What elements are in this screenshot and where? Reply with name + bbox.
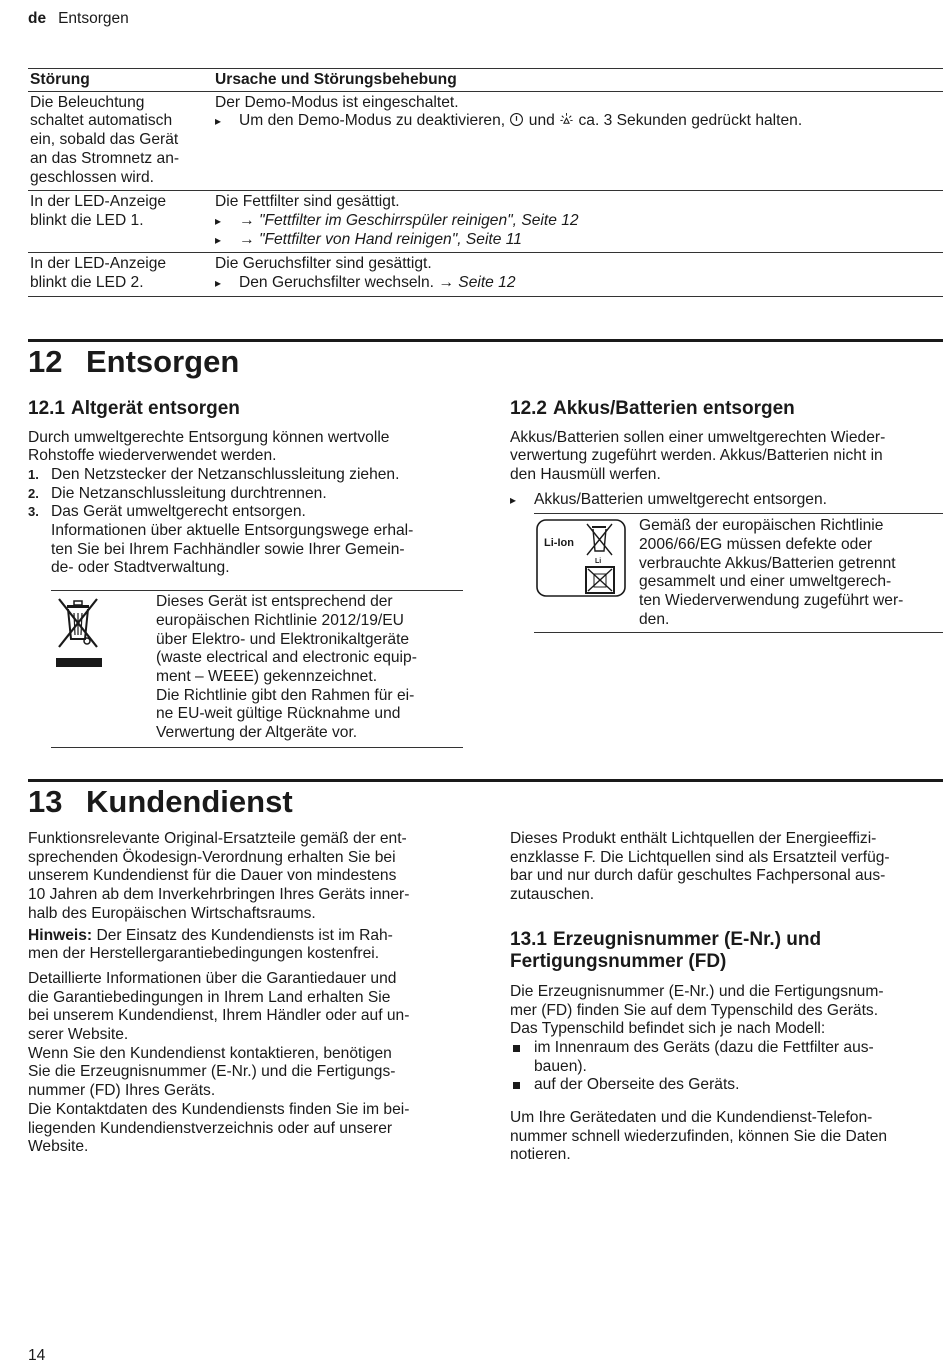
section-name: Erzeugnisnummer (E-Nr.) und bbox=[552, 928, 822, 950]
text-line: blinkt die LED 1. bbox=[30, 211, 144, 229]
text-line: über Elektro- und Elektronikaltgeräte bbox=[156, 630, 410, 648]
steps-list bbox=[28, 466, 463, 578]
text-line: im Innenraum des Geräts (dazu die Fettfilter aus- bbox=[534, 1038, 874, 1056]
text-line: Die Erzeugnisnummer (E-Nr.) und die Fertigungsnum- bbox=[510, 982, 884, 1000]
paragraph bbox=[28, 830, 468, 924]
table-row bbox=[28, 92, 943, 192]
chapter-divider bbox=[28, 339, 943, 342]
text-line: de- oder Stadtverwaltung. bbox=[51, 559, 230, 577]
chapter-name: Entsorgen bbox=[86, 344, 240, 379]
text-line: schaltet automatisch bbox=[30, 112, 173, 130]
chapter-divider bbox=[28, 779, 943, 782]
step-text: Um den Demo-Modus zu deaktivieren, bbox=[239, 112, 506, 130]
battery-note bbox=[534, 513, 943, 632]
chapter-title bbox=[28, 784, 293, 820]
section-title bbox=[510, 398, 943, 421]
hint-paragraph bbox=[28, 927, 468, 964]
text-line: 2006/66/EG müssen defekte oder bbox=[639, 536, 873, 554]
text-line: an das Stromnetz an- bbox=[30, 149, 180, 167]
text-line: verwertung zugeführt werden. Akkus/Batterien nicht in bbox=[510, 447, 883, 465]
text-line: ten Sie bei Ihrem Fachhändler sowie Ihrer Gemein- bbox=[51, 540, 405, 558]
table-row bbox=[28, 253, 943, 296]
text-line: Rohstoffe wiederverwendet werden. bbox=[28, 447, 277, 465]
text-line: Die Kontaktdaten des Kundendiensts finden Sie im bei- bbox=[28, 1100, 410, 1118]
text-line: enzklasse F. Die Lichtquellen sind als Ersatzteil verfüg- bbox=[510, 848, 890, 866]
intro-paragraph bbox=[28, 429, 463, 466]
text-line: Dieses Produkt enthält Lichtquellen der Energieeffizi- bbox=[510, 830, 877, 847]
text-line: 10 Jahren ab dem Inverkehrbringen Ihres Geräts inner- bbox=[28, 886, 410, 904]
list-item bbox=[28, 485, 463, 504]
text-line: halb des Europäischen Wirtschaftsraums. bbox=[28, 904, 316, 922]
cause-cell bbox=[215, 193, 943, 249]
text-line: Dieses Gerät ist entsprechend der bbox=[156, 593, 393, 611]
text-line: Die Richtlinie gibt den Rahmen für ei- bbox=[156, 686, 415, 704]
text-line: Die Beleuchtung bbox=[30, 93, 145, 111]
chapter-number: 13 bbox=[28, 784, 63, 819]
text-line: auf der Oberseite des Geräts. bbox=[534, 1076, 740, 1094]
cause-text: Die Geruchsfilter sind gesättigt. bbox=[215, 255, 432, 273]
problem-cell bbox=[28, 94, 215, 188]
text-line: ein, sobald das Gerät bbox=[30, 131, 179, 149]
bullet-list bbox=[510, 1039, 943, 1095]
intro-paragraph bbox=[510, 429, 943, 485]
text-line: blinkt die LED 2. bbox=[30, 274, 144, 292]
text-line: Website. bbox=[28, 1138, 89, 1156]
step-text: ca. 3 Sekunden gedrückt halten. bbox=[578, 112, 803, 130]
arrow-icon: → bbox=[438, 274, 454, 292]
text-line: Die Netzanschlussleitung durchtrennen. bbox=[51, 484, 327, 502]
light-icon bbox=[559, 112, 574, 127]
text-line: Wenn Sie den Kundendienst kontaktieren, benötigen bbox=[28, 1044, 392, 1062]
step-text: Akkus/Batterien umweltgerecht entsorgen. bbox=[534, 490, 827, 508]
section-number: 13.1 bbox=[510, 928, 547, 950]
section-name: Fertigungsnummer (FD) bbox=[510, 951, 727, 973]
paragraph bbox=[510, 1109, 943, 1165]
cross-reference-link[interactable]: "Fettfilter im Geschirrspüler reinigen", Seite 12 bbox=[258, 211, 579, 229]
weee-symbol bbox=[51, 593, 156, 743]
cross-reference-link[interactable]: Seite 12 bbox=[458, 274, 516, 292]
power-icon bbox=[509, 112, 524, 127]
list-item bbox=[28, 503, 463, 578]
chapter-title bbox=[28, 344, 239, 380]
arrow-icon: → bbox=[239, 230, 259, 248]
troubleshooting-table bbox=[28, 68, 943, 297]
text-line: bauen). bbox=[534, 1057, 587, 1075]
step-text: Den Geruchsfilter wechseln. bbox=[239, 274, 435, 292]
arrow-icon: → bbox=[239, 211, 259, 229]
battery-note-text bbox=[639, 517, 943, 629]
paragraph bbox=[28, 970, 468, 1157]
problem-cell bbox=[28, 193, 215, 249]
section-number: 12.1 bbox=[28, 398, 65, 419]
text-line: bei unserem Kundendienst, Ihrem Händler oder auf un- bbox=[28, 1007, 410, 1025]
table-row bbox=[28, 191, 943, 253]
text-line: ment – WEEE) gekennzeichnet. bbox=[156, 667, 378, 685]
text-line: europäischen Richtlinie 2012/19/EU bbox=[156, 611, 404, 629]
text-line: gesammelt und einer umweltgerech- bbox=[639, 573, 892, 591]
page-number: 14 bbox=[28, 1347, 46, 1364]
text-line: Detaillierte Informationen über die Garantiedauer und bbox=[28, 969, 397, 987]
text-line: ne EU-weit gültige Rücknahme und bbox=[156, 705, 401, 723]
kundendienst-right-column bbox=[510, 830, 943, 1165]
text-line: Sie die Erzeugnisnummer (E-Nr.) und die Fertigungs- bbox=[28, 1063, 396, 1081]
text-line: ten Wiederverwendung zugeführt wer- bbox=[639, 592, 904, 610]
kundendienst-left-column bbox=[28, 830, 468, 1157]
chapter-name: Kundendienst bbox=[86, 784, 293, 819]
text-line: verbrauchte Akkus/Batterien getrennt bbox=[639, 554, 896, 572]
crossed-out-bin-icon bbox=[53, 595, 113, 675]
text-line: den Hausmüll werfen. bbox=[510, 465, 661, 483]
text-line: men der Herstellergarantiebedingungen kostenfrei. bbox=[28, 945, 380, 963]
hint-label: Hinweis: bbox=[28, 926, 93, 944]
text-line: Der Einsatz des Kundendiensts ist im Rah- bbox=[92, 926, 393, 944]
text-line: unserem Kundendienst für die Dauer von mindestens bbox=[28, 867, 397, 885]
section-name: Altgerät entsorgen bbox=[70, 398, 240, 419]
text-line: nummer (FD) Ihres Geräts. bbox=[28, 1082, 216, 1100]
action-step bbox=[215, 112, 943, 131]
action-step bbox=[215, 274, 943, 293]
header-title: Entsorgen bbox=[58, 10, 129, 27]
table-header-row bbox=[28, 68, 943, 92]
section-altgeraet bbox=[28, 398, 463, 748]
language-code: de bbox=[28, 10, 47, 27]
section-title bbox=[28, 398, 463, 421]
text-line: liegenden Kundendienstverzeichnis oder auf unserer bbox=[28, 1119, 393, 1137]
text-line: Funktionsrelevante Original-Ersatzteile gemäß der ent- bbox=[28, 830, 407, 847]
text-line: mer (FD) finden Sie auf dem Typenschild des Geräts. bbox=[510, 1001, 879, 1019]
text-line: (waste electrical and electronic equip- bbox=[156, 649, 417, 667]
paragraph bbox=[510, 983, 943, 1039]
column-header-problem: Störung bbox=[30, 71, 90, 88]
paragraph bbox=[510, 830, 943, 905]
action-step bbox=[510, 491, 943, 510]
chapter-number: 12 bbox=[28, 344, 63, 379]
section-number: 12.2 bbox=[510, 398, 547, 419]
text-line: Das Typenschild befindet sich je nach Modell: bbox=[510, 1020, 826, 1038]
page-header bbox=[28, 10, 129, 29]
weee-note bbox=[51, 590, 463, 748]
li-ion-battery-icon bbox=[536, 519, 628, 599]
step-number: 3. bbox=[28, 504, 39, 520]
text-line: Das Gerät umweltgerecht entsorgen. bbox=[51, 503, 306, 521]
section-name: Akkus/Batterien entsorgen bbox=[552, 398, 795, 419]
text-line: die Garantiebedingungen in Ihrem Land erhalten Sie bbox=[28, 988, 391, 1006]
text-line: Durch umweltgerechte Entsorgung können wertvolle bbox=[28, 428, 390, 446]
text-line: zutauschen. bbox=[510, 886, 595, 904]
li-ion-label: Li-Ion bbox=[544, 537, 574, 550]
list-item bbox=[28, 466, 463, 485]
section-title bbox=[510, 929, 943, 974]
action-step bbox=[215, 212, 943, 231]
li-small-label: Li bbox=[595, 558, 602, 566]
text-line: Um Ihre Gerätedaten und die Kundendienst-Telefon- bbox=[510, 1109, 873, 1127]
text-line: Akkus/Batterien sollen einer umweltgerechten Wieder- bbox=[510, 428, 886, 446]
text-line: den. bbox=[639, 610, 670, 628]
battery-symbol bbox=[534, 517, 639, 629]
step-text: und bbox=[528, 112, 555, 130]
text-line: Gemäß der europäischen Richtlinie bbox=[639, 517, 884, 535]
text-line: In der LED-Anzeige bbox=[30, 193, 167, 211]
cross-reference-link[interactable]: "Fettfilter von Hand reinigen", Seite 11 bbox=[258, 230, 522, 248]
weee-text bbox=[156, 593, 463, 743]
list-item bbox=[510, 1039, 943, 1076]
problem-cell bbox=[28, 255, 215, 292]
text-line: bar und nur durch dafür geschultes Fachpersonal aus- bbox=[510, 867, 886, 885]
section-akkus bbox=[510, 398, 943, 633]
text-line: geschlossen wird. bbox=[30, 168, 154, 186]
text-line: notieren. bbox=[510, 1146, 571, 1164]
text-line: nummer schnell wiederzufinden, können Sie die Daten bbox=[510, 1127, 888, 1145]
text-line: Informationen über aktuelle Entsorgungswege erhal- bbox=[51, 522, 414, 540]
cause-text: Der Demo-Modus ist eingeschaltet. bbox=[215, 93, 459, 111]
action-step bbox=[215, 231, 943, 250]
cause-cell bbox=[215, 94, 943, 188]
step-number: 1. bbox=[28, 466, 39, 482]
text-line: Den Netzstecker der Netzanschlussleitung ziehen. bbox=[51, 465, 400, 483]
text-line: sprechenden Ökodesign-Verordnung erhalten Sie bei bbox=[28, 848, 396, 866]
cause-text: Die Fettfilter sind gesättigt. bbox=[215, 193, 400, 211]
column-header-cause: Ursache und Störungsbehebung bbox=[215, 71, 457, 88]
list-item bbox=[510, 1076, 943, 1095]
text-line: serer Website. bbox=[28, 1026, 129, 1044]
text-line: Verwertung der Altgeräte vor. bbox=[156, 724, 358, 742]
step-number: 2. bbox=[28, 485, 39, 501]
cause-cell bbox=[215, 255, 943, 292]
text-line: In der LED-Anzeige bbox=[30, 255, 167, 273]
